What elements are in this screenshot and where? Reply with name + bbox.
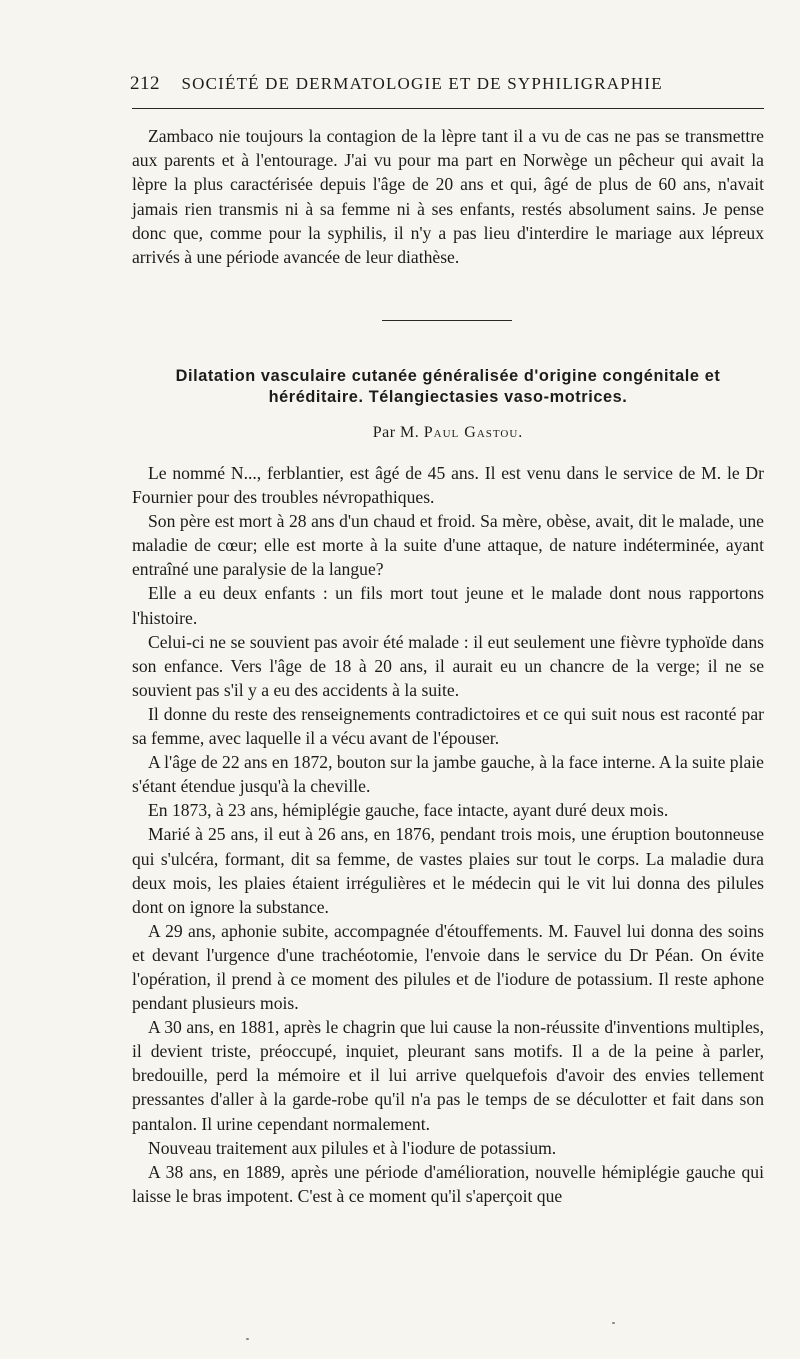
section-separator xyxy=(382,320,512,321)
article-paragraph: A 29 ans, aphonie subite, accompagnée d'étouffements. M. Fauvel lui donna des soins et devant l'urgence d'une trachéotomie, l'envoie dans le service du Dr Péan. On évite l'opération, il prend à ce moment des pilules et de l'iodure de potassium. Il reste aphone pendant plusieurs mois. xyxy=(132,920,764,1014)
article-paragraph: Marié à 25 ans, il eut à 26 ans, en 1876, pendant trois mois, une éruption boutonneuse qui s'ulcéra, formant, dit sa femme, de vastes plaies sur tout le corps. La maladie dura deux mois, les plaies étaient irrégulières et le médecin qui le vit lui donna des pilules dont on ignore la substance. xyxy=(132,824,764,917)
article-paragraph: En 1873, à 23 ans, hémiplégie gauche, face intacte, ayant duré deux mois. xyxy=(148,800,669,821)
running-header xyxy=(130,73,770,95)
article-title-line-2: héréditaire. Télangiectasies vaso-motrices. xyxy=(268,388,628,406)
article-title xyxy=(132,366,764,408)
byline-prefix: Par M. xyxy=(372,424,420,441)
byline xyxy=(132,424,764,442)
paper-speck xyxy=(612,1322,615,1324)
page-number: 212 xyxy=(130,73,160,94)
article-paragraph: A l'âge de 22 ans en 1872, bouton sur la jambe gauche, à la face interne. A la suite plaie s'étant étendue jusqu'à la cheville. xyxy=(132,752,764,797)
article-paragraph: A 38 ans, en 1889, après une période d'amélioration, nouvelle hémiplégie gauche qui laisse le bras impotent. C'est à ce moment qu'il s'aperçoit que xyxy=(132,1161,764,1206)
article-paragraph: Le nommé N..., ferblantier, est âgé de 45 ans. Il est venu dans le service de M. le Dr Fournier pour des troubles névropathiques. xyxy=(132,463,764,508)
header-rule xyxy=(132,108,764,109)
article-title-line-1: Dilatation vasculaire cutanée généralisée d'origine congénitale et xyxy=(175,367,721,385)
article-paragraph: Son père est mort à 28 ans d'un chaud et froid. Sa mère, obèse, avait, dit le malade, une maladie de cœur; elle est morte à la suite d'une attaque, de nature indéterminée, ayant entraîné une paralysie de la langue? xyxy=(132,511,764,580)
intro-text xyxy=(132,124,764,269)
paper-speck xyxy=(246,1338,249,1340)
byline-author: Paul Gastou. xyxy=(423,424,524,441)
article-paragraph: Nouveau traitement aux pilules et à l'iodure de potassium. xyxy=(148,1137,557,1158)
article-paragraph: Il donne du reste des renseignements contradictoires et ce qui suit nous est raconté par sa femme, avec laquelle il a vécu avant de l'épouser. xyxy=(132,703,764,749)
article-paragraph: Celui-ci ne se souvient pas avoir été malade : il eut seulement une fièvre typhoïde dans son enfance. Vers l'âge de 18 à 20 ans, il aurait eu un chancre de la verge; il ne se souvient pas s'il y a eu des accidents à la suite. xyxy=(132,631,764,700)
article-paragraph: A 30 ans, en 1881, après le chagrin que lui cause la non-réussite d'inventions multiples, il devient triste, préoccupé, inquiet, pleurant sans motifs. Il a de la peine à parler, bredouille, perd la mémoire et il lui arrive quelquefois d'avoir des envies tellement pressantes d'aller à la garde-robe qu'il n'a pas le temps de se déculotter et fait dans son pantalon. Il urine cependant normalement. xyxy=(132,1017,764,1134)
intro-paragraph: Zambaco nie toujours la contagion de la lèpre tant il a vu de cas ne pas se transmettre aux parents et à l'entourage. J'ai vu pour ma part en Norwège un pêcheur qui avait la lèpre la plus caractérisée depuis l'âge de 20 ans et qui, âgé de plus de 60 ans, n'avait jamais rien transmis ni à sa femme ni à ses enfants, restés absolument sains. Je pense donc que, comme pour la syphilis, il n'y a pas lieu d'interdire le mariage aux lépreux arrivés à une période avancée de leur diathèse. xyxy=(132,126,764,268)
article-paragraph: Elle a eu deux enfants : un fils mort tout jeune et le malade dont nous rapportons l'histoire. xyxy=(132,583,764,628)
running-title: SOCIÉTÉ DE DERMATOLOGIE ET DE SYPHILIGRAPHIE xyxy=(181,74,663,93)
article-body xyxy=(132,461,764,1208)
